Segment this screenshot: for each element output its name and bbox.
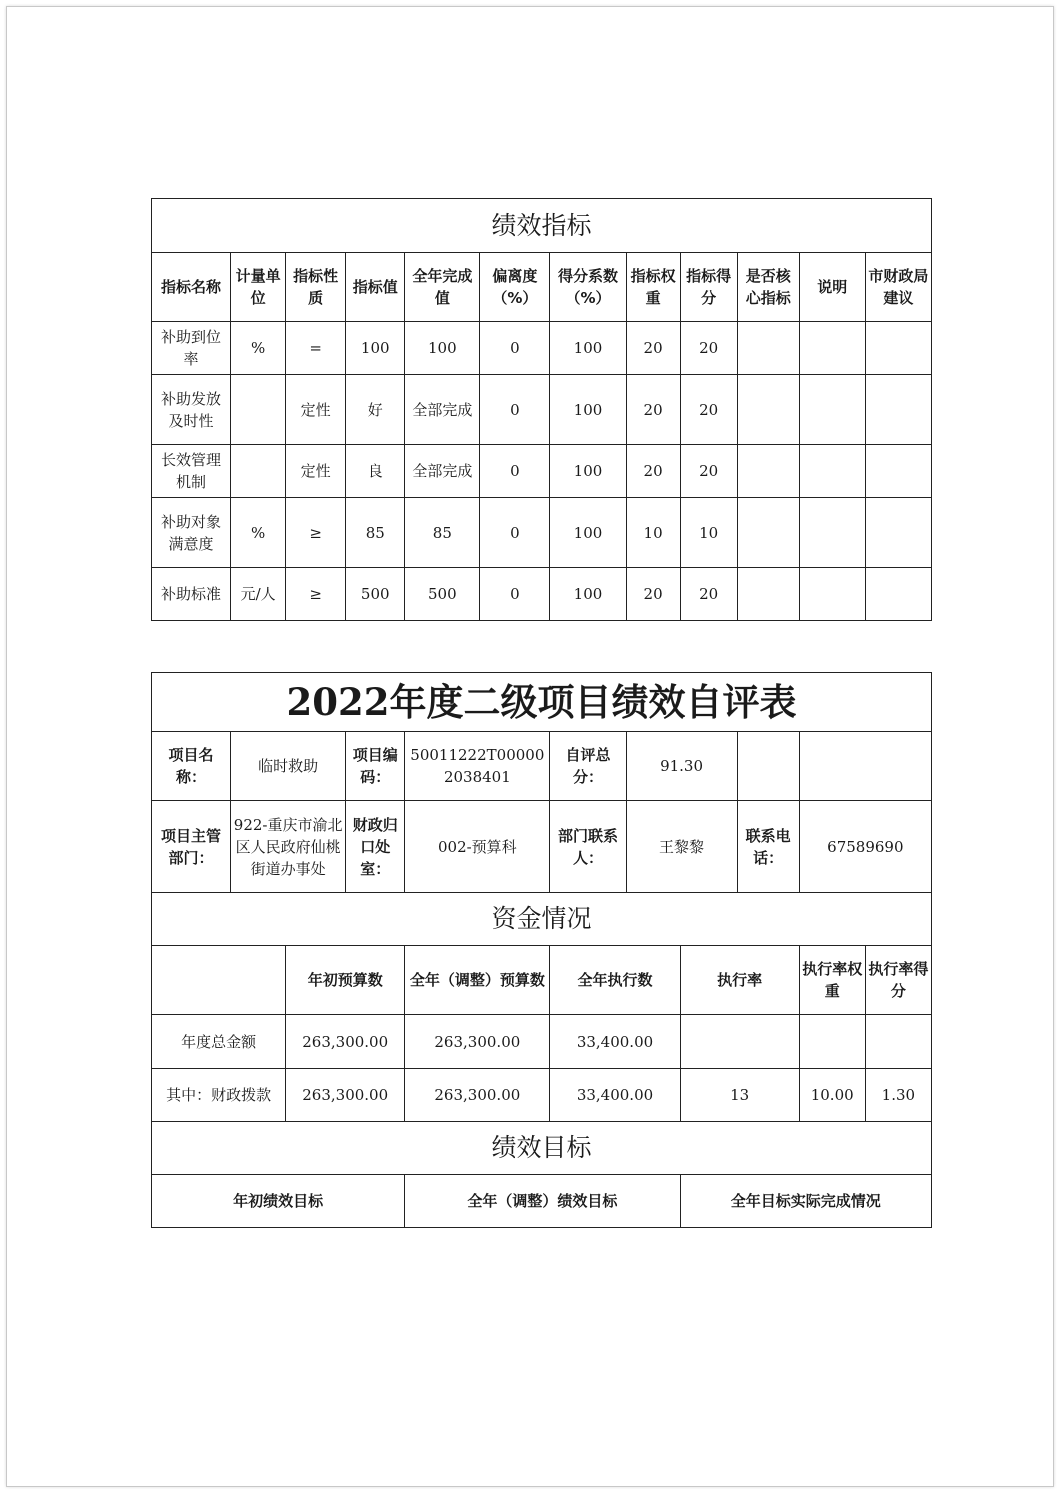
col-header: 市财政局建议 bbox=[865, 253, 931, 322]
indicator-advice bbox=[865, 445, 931, 498]
phone-label: 联系电话： bbox=[737, 801, 799, 893]
col-header: 全年目标实际完成情况 bbox=[680, 1175, 931, 1228]
indicator-deviation: 0 bbox=[480, 375, 550, 445]
department-label: 项目主管部门： bbox=[152, 801, 231, 893]
indicator-nature: 定性 bbox=[286, 445, 346, 498]
funds-rate: 13 bbox=[680, 1069, 799, 1122]
col-header: 指标性质 bbox=[286, 253, 346, 322]
funds-row-label: 其中：财政拨款 bbox=[152, 1069, 286, 1122]
col-header: 全年（调整）绩效目标 bbox=[405, 1175, 680, 1228]
indicator-advice bbox=[865, 375, 931, 445]
indicator-unit: % bbox=[231, 498, 286, 568]
indicator-score: 20 bbox=[680, 445, 737, 498]
indicator-note bbox=[799, 498, 865, 568]
indicator-value: 好 bbox=[346, 375, 405, 445]
table-row bbox=[152, 1015, 932, 1069]
indicator-deviation: 0 bbox=[480, 498, 550, 568]
table-row bbox=[152, 375, 932, 445]
funds-rate-weight bbox=[799, 1015, 865, 1069]
col-header: 是否核心指标 bbox=[737, 253, 799, 322]
indicator-deviation: 0 bbox=[480, 445, 550, 498]
col-header: 指标权重 bbox=[626, 253, 680, 322]
funds-budget: 263,300.00 bbox=[286, 1015, 405, 1069]
funds-rate bbox=[680, 1015, 799, 1069]
col-header: 计量单位 bbox=[231, 253, 286, 322]
indicator-unit bbox=[231, 375, 286, 445]
indicator-note bbox=[799, 445, 865, 498]
project-info-row bbox=[152, 732, 932, 801]
indicator-done: 全部完成 bbox=[405, 375, 480, 445]
blank-cell bbox=[799, 732, 931, 801]
indicator-core bbox=[737, 445, 799, 498]
indicator-nature: 定性 bbox=[286, 375, 346, 445]
indicator-deviation: 0 bbox=[480, 568, 550, 621]
indicator-core bbox=[737, 498, 799, 568]
indicator-name: 补助发放及时性 bbox=[152, 375, 231, 445]
contact-label: 部门联系人： bbox=[550, 801, 626, 893]
funds-executed: 33,400.00 bbox=[550, 1015, 680, 1069]
project-code-label: 项目编码： bbox=[346, 732, 405, 801]
indicator-score: 20 bbox=[680, 375, 737, 445]
col-header: 全年完成值 bbox=[405, 253, 480, 322]
department-value: 922-重庆市渝北区人民政府仙桃街道办事处 bbox=[231, 801, 346, 893]
funds-adjusted: 263,300.00 bbox=[405, 1069, 550, 1122]
indicators-table bbox=[151, 198, 932, 621]
indicator-note bbox=[799, 375, 865, 445]
col-header: 执行率权重 bbox=[799, 946, 865, 1015]
indicator-weight: 20 bbox=[626, 375, 680, 445]
indicator-name: 长效管理机制 bbox=[152, 445, 231, 498]
project-name-label: 项目名称： bbox=[152, 732, 231, 801]
funds-budget: 263,300.00 bbox=[286, 1069, 405, 1122]
indicator-score: 20 bbox=[680, 568, 737, 621]
indicator-nature: = bbox=[286, 322, 346, 375]
col-header: 年初绩效目标 bbox=[152, 1175, 405, 1228]
indicator-coefficient: 100 bbox=[550, 568, 626, 621]
indicator-advice bbox=[865, 568, 931, 621]
indicator-name: 补助标准 bbox=[152, 568, 231, 621]
self-evaluation-table bbox=[151, 672, 932, 1228]
indicator-core bbox=[737, 568, 799, 621]
funds-section-title: 资金情况 bbox=[152, 893, 932, 946]
funds-rate-score: 1.30 bbox=[865, 1069, 931, 1122]
col-header: 指标值 bbox=[346, 253, 405, 322]
col-header: 全年执行数 bbox=[550, 946, 680, 1015]
indicator-core bbox=[737, 375, 799, 445]
col-header: 执行率得分 bbox=[865, 946, 931, 1015]
blank-cell bbox=[737, 732, 799, 801]
indicator-score: 20 bbox=[680, 322, 737, 375]
self-score-value: 91.30 bbox=[626, 732, 737, 801]
col-header: 得分系数（%） bbox=[550, 253, 626, 322]
funds-adjusted: 263,300.00 bbox=[405, 1015, 550, 1069]
indicator-unit: % bbox=[231, 322, 286, 375]
indicator-weight: 20 bbox=[626, 322, 680, 375]
table-row bbox=[152, 445, 932, 498]
indicator-note bbox=[799, 568, 865, 621]
indicator-advice bbox=[865, 322, 931, 375]
funds-executed: 33,400.00 bbox=[550, 1069, 680, 1122]
indicator-done: 100 bbox=[405, 322, 480, 375]
col-header: 执行率 bbox=[680, 946, 799, 1015]
indicator-value: 良 bbox=[346, 445, 405, 498]
project-name-value: 临时救助 bbox=[231, 732, 346, 801]
goals-section-title: 绩效目标 bbox=[152, 1122, 932, 1175]
indicator-weight: 20 bbox=[626, 445, 680, 498]
col-header: 全年（调整）预算数 bbox=[405, 946, 550, 1015]
funds-rate-score bbox=[865, 1015, 931, 1069]
indicators-header-row bbox=[152, 253, 932, 322]
indicator-note bbox=[799, 322, 865, 375]
indicator-coefficient: 100 bbox=[550, 322, 626, 375]
col-header bbox=[152, 946, 286, 1015]
indicator-weight: 10 bbox=[626, 498, 680, 568]
table-row bbox=[152, 1069, 932, 1122]
project-code-value: 50011222T000002038401 bbox=[405, 732, 550, 801]
indicator-name: 补助到位率 bbox=[152, 322, 231, 375]
indicator-weight: 20 bbox=[626, 568, 680, 621]
col-header: 偏离度（%） bbox=[480, 253, 550, 322]
indicator-done: 全部完成 bbox=[405, 445, 480, 498]
col-header: 指标名称 bbox=[152, 253, 231, 322]
indicator-deviation: 0 bbox=[480, 322, 550, 375]
form-title: 2022年度二级项目绩效自评表 bbox=[152, 673, 932, 732]
indicator-nature: ≥ bbox=[286, 498, 346, 568]
indicator-done: 500 bbox=[405, 568, 480, 621]
document-page bbox=[6, 6, 1054, 1487]
indicator-name: 补助对象满意度 bbox=[152, 498, 231, 568]
indicator-value: 100 bbox=[346, 322, 405, 375]
indicator-done: 85 bbox=[405, 498, 480, 568]
indicator-advice bbox=[865, 498, 931, 568]
col-header: 指标得分 bbox=[680, 253, 737, 322]
funds-rate-weight: 10.00 bbox=[799, 1069, 865, 1122]
col-header: 年初预算数 bbox=[286, 946, 405, 1015]
funds-header-row bbox=[152, 946, 932, 1015]
indicator-unit bbox=[231, 445, 286, 498]
goals-header-row bbox=[152, 1175, 932, 1228]
indicator-score: 10 bbox=[680, 498, 737, 568]
indicators-section-title: 绩效指标 bbox=[152, 199, 932, 253]
indicator-unit: 元/人 bbox=[231, 568, 286, 621]
table-row bbox=[152, 568, 932, 621]
table-row bbox=[152, 498, 932, 568]
indicator-coefficient: 100 bbox=[550, 375, 626, 445]
office-label: 财政归口处室： bbox=[346, 801, 405, 893]
col-header: 说明 bbox=[799, 253, 865, 322]
table-row bbox=[152, 322, 932, 375]
department-info-row bbox=[152, 801, 932, 893]
office-value: 002-预算科 bbox=[405, 801, 550, 893]
self-score-label: 自评总分： bbox=[550, 732, 626, 801]
phone-value: 67589690 bbox=[799, 801, 931, 893]
contact-value: 王黎黎 bbox=[626, 801, 737, 893]
indicator-value: 85 bbox=[346, 498, 405, 568]
indicator-coefficient: 100 bbox=[550, 445, 626, 498]
funds-row-label: 年度总金额 bbox=[152, 1015, 286, 1069]
indicator-nature: ≥ bbox=[286, 568, 346, 621]
indicator-coefficient: 100 bbox=[550, 498, 626, 568]
indicator-value: 500 bbox=[346, 568, 405, 621]
indicator-core bbox=[737, 322, 799, 375]
